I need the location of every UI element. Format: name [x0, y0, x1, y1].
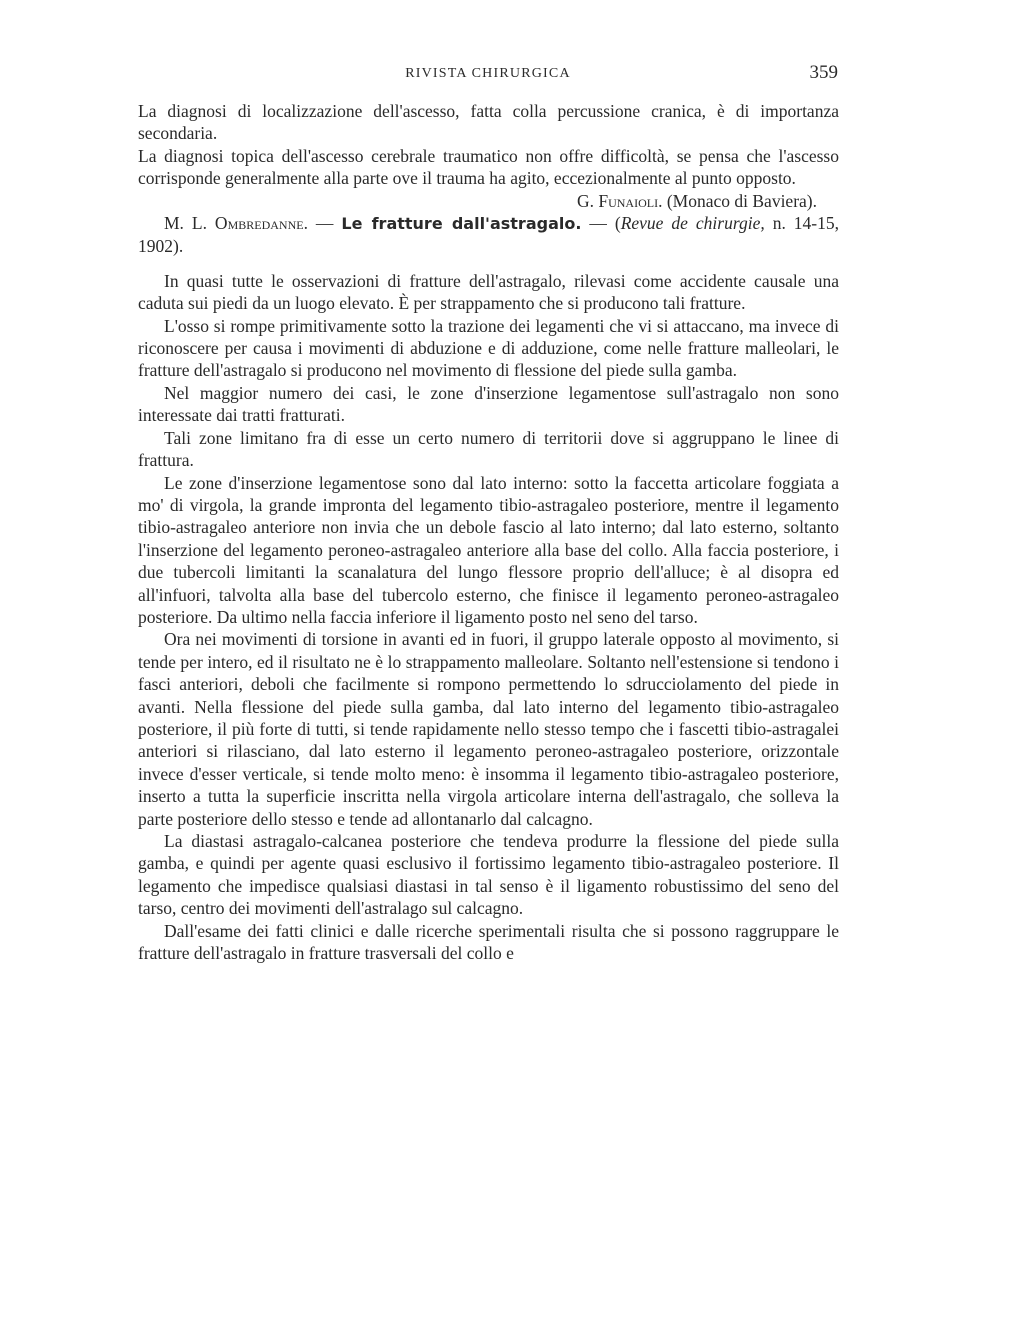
page-header	[138, 62, 838, 86]
review-author: M. L. Ombredanne.	[164, 213, 308, 234]
page-number: 359	[809, 62, 838, 83]
body-paragraph: Ora nei movimenti di torsione in avanti ed in fuori, il gruppo laterale opposto al movimento, si tende per intero, ed il risultato ne è lo strappamento malleolare. Soltanto nell'estensione si tendono i fasci anteriori, deboli che facilmente si rompono permettendo lo sdrucciolamento del piede in avanti. Nella flessione del piede sulla gamba, dal lato interno del legamento tibio-astragaleo posteriore, il più forte di tutti, si tende rapidamente nello stesso tempo che i fascetti tibio-astragalei anteriori si rilasciano, dal lato esterno il legamento peroneo-astragaleo posteriore, orizzontale invece d'esser verticale, si tende molto meno: è insomma il legamento tibio-astragaleo posteriore, inserto a tutta la superficie inscritta nella virgola articolare interna dell'astragalo, che solleva la parte posteriore dello stesso e tende ad allontanarlo dal calcagno.	[138, 629, 839, 829]
body-paragraph: In quasi tutte le osservazioni di fratture dell'astragalo, rilevasi come accidente causale una caduta sui piedi da un luogo elevato. È per strappamento che si producono tali fratture.	[138, 270, 839, 314]
review-dash-1: —	[307, 213, 342, 234]
review-issue: n. 14-15, 1902).	[138, 213, 840, 257]
body-paragraph: Nel maggior numero dei casi, le zone d'inserzione legamentose sull'astragalo non sono interessate dai tratti fratturati.	[138, 382, 839, 426]
review-dash-2: —	[581, 213, 615, 234]
body-paragraph: La diastasi astragalo-calcanea posteriore che tendeva produrre la flessione del piede sulla gamba, e quindi per agente quasi esclusivo il fortissimo legamento tibio-astragaleo posteriore. Il legamento che impedisce qualsiasi diastasi in tal senso è il ligamento robustissimo del seno del tarso, centro dei movimenti dell'astralago sul calcagno.	[138, 831, 839, 919]
body-paragraph: Le zone d'inserzione legamentose sono dal lato interno: sotto la faccetta articolare foggiata a mo' di virgola, la grande impronta del legamento tibio-astragaleo posteriore, mentre il legamento tibio-astragaleo anteriore non invia che un debole fascio al lato interno; dal lato esterno, soltanto l'inserzione del legamento peroneo-astragaleo anteriore alla base del collo. Alla faccia posteriore, i due tubercoli limitanti la scanalatura del lungo flessore proprio dell'alluce; è al disopra ed all'infuori, talvolta alla base del tubercolo esterno, che finisce il legamento peroneo-astragaleo posteriore. Da ultimo nella faccia inferiore il ligamento posto nel seno del tarso.	[138, 472, 839, 627]
intro-paragraph-2: La diagnosi topica dell'ascesso cerebrale traumatico non offre difficoltà, se pensa che l'ascesso corrisponde generalmente alla parte ove il trauma ha agito, eccezionalmente al punto opposto.	[138, 145, 839, 189]
signature-place: (Monaco di Baviera).	[666, 190, 817, 211]
review-journal-open: (	[614, 213, 621, 234]
intro-paragraph-1: La diagnosi di localizzazione dell'ascesso, fatta colla percussione cranica, è di importanza secondaria.	[138, 101, 839, 144]
review-journal: Revue de chirurgie,	[620, 213, 765, 234]
signature-name: G. Funaioli.	[576, 190, 663, 211]
page-body	[138, 100, 839, 964]
body-paragraph: Tali zone limitano fra di esse un certo numero di territorii dove si aggruppano le linee di frattura.	[138, 427, 839, 471]
spacer	[138, 258, 839, 270]
signature	[138, 190, 839, 212]
body-paragraph: L'osso si rompe primitivamente sotto la trazione dei legamenti che vi si attaccano, ma invece di riconoscere per causa i movimenti di abduzione e di adduzione, come nelle fratture malleolari, le fratture dell'astragalo si producono nel movimento di flessione del piede sulla gamba.	[138, 315, 839, 381]
body-paragraph: Dall'esame dei fatti clinici e dalle ricerche sperimentali risulta che si possono raggruppare le fratture dell'astragalo in fratture trasversali del collo e	[138, 920, 839, 964]
running-title: RIVISTA CHIRURGICA	[405, 66, 571, 81]
review-title: Le fratture dall'astragalo.	[341, 214, 582, 234]
review-heading	[138, 212, 839, 258]
